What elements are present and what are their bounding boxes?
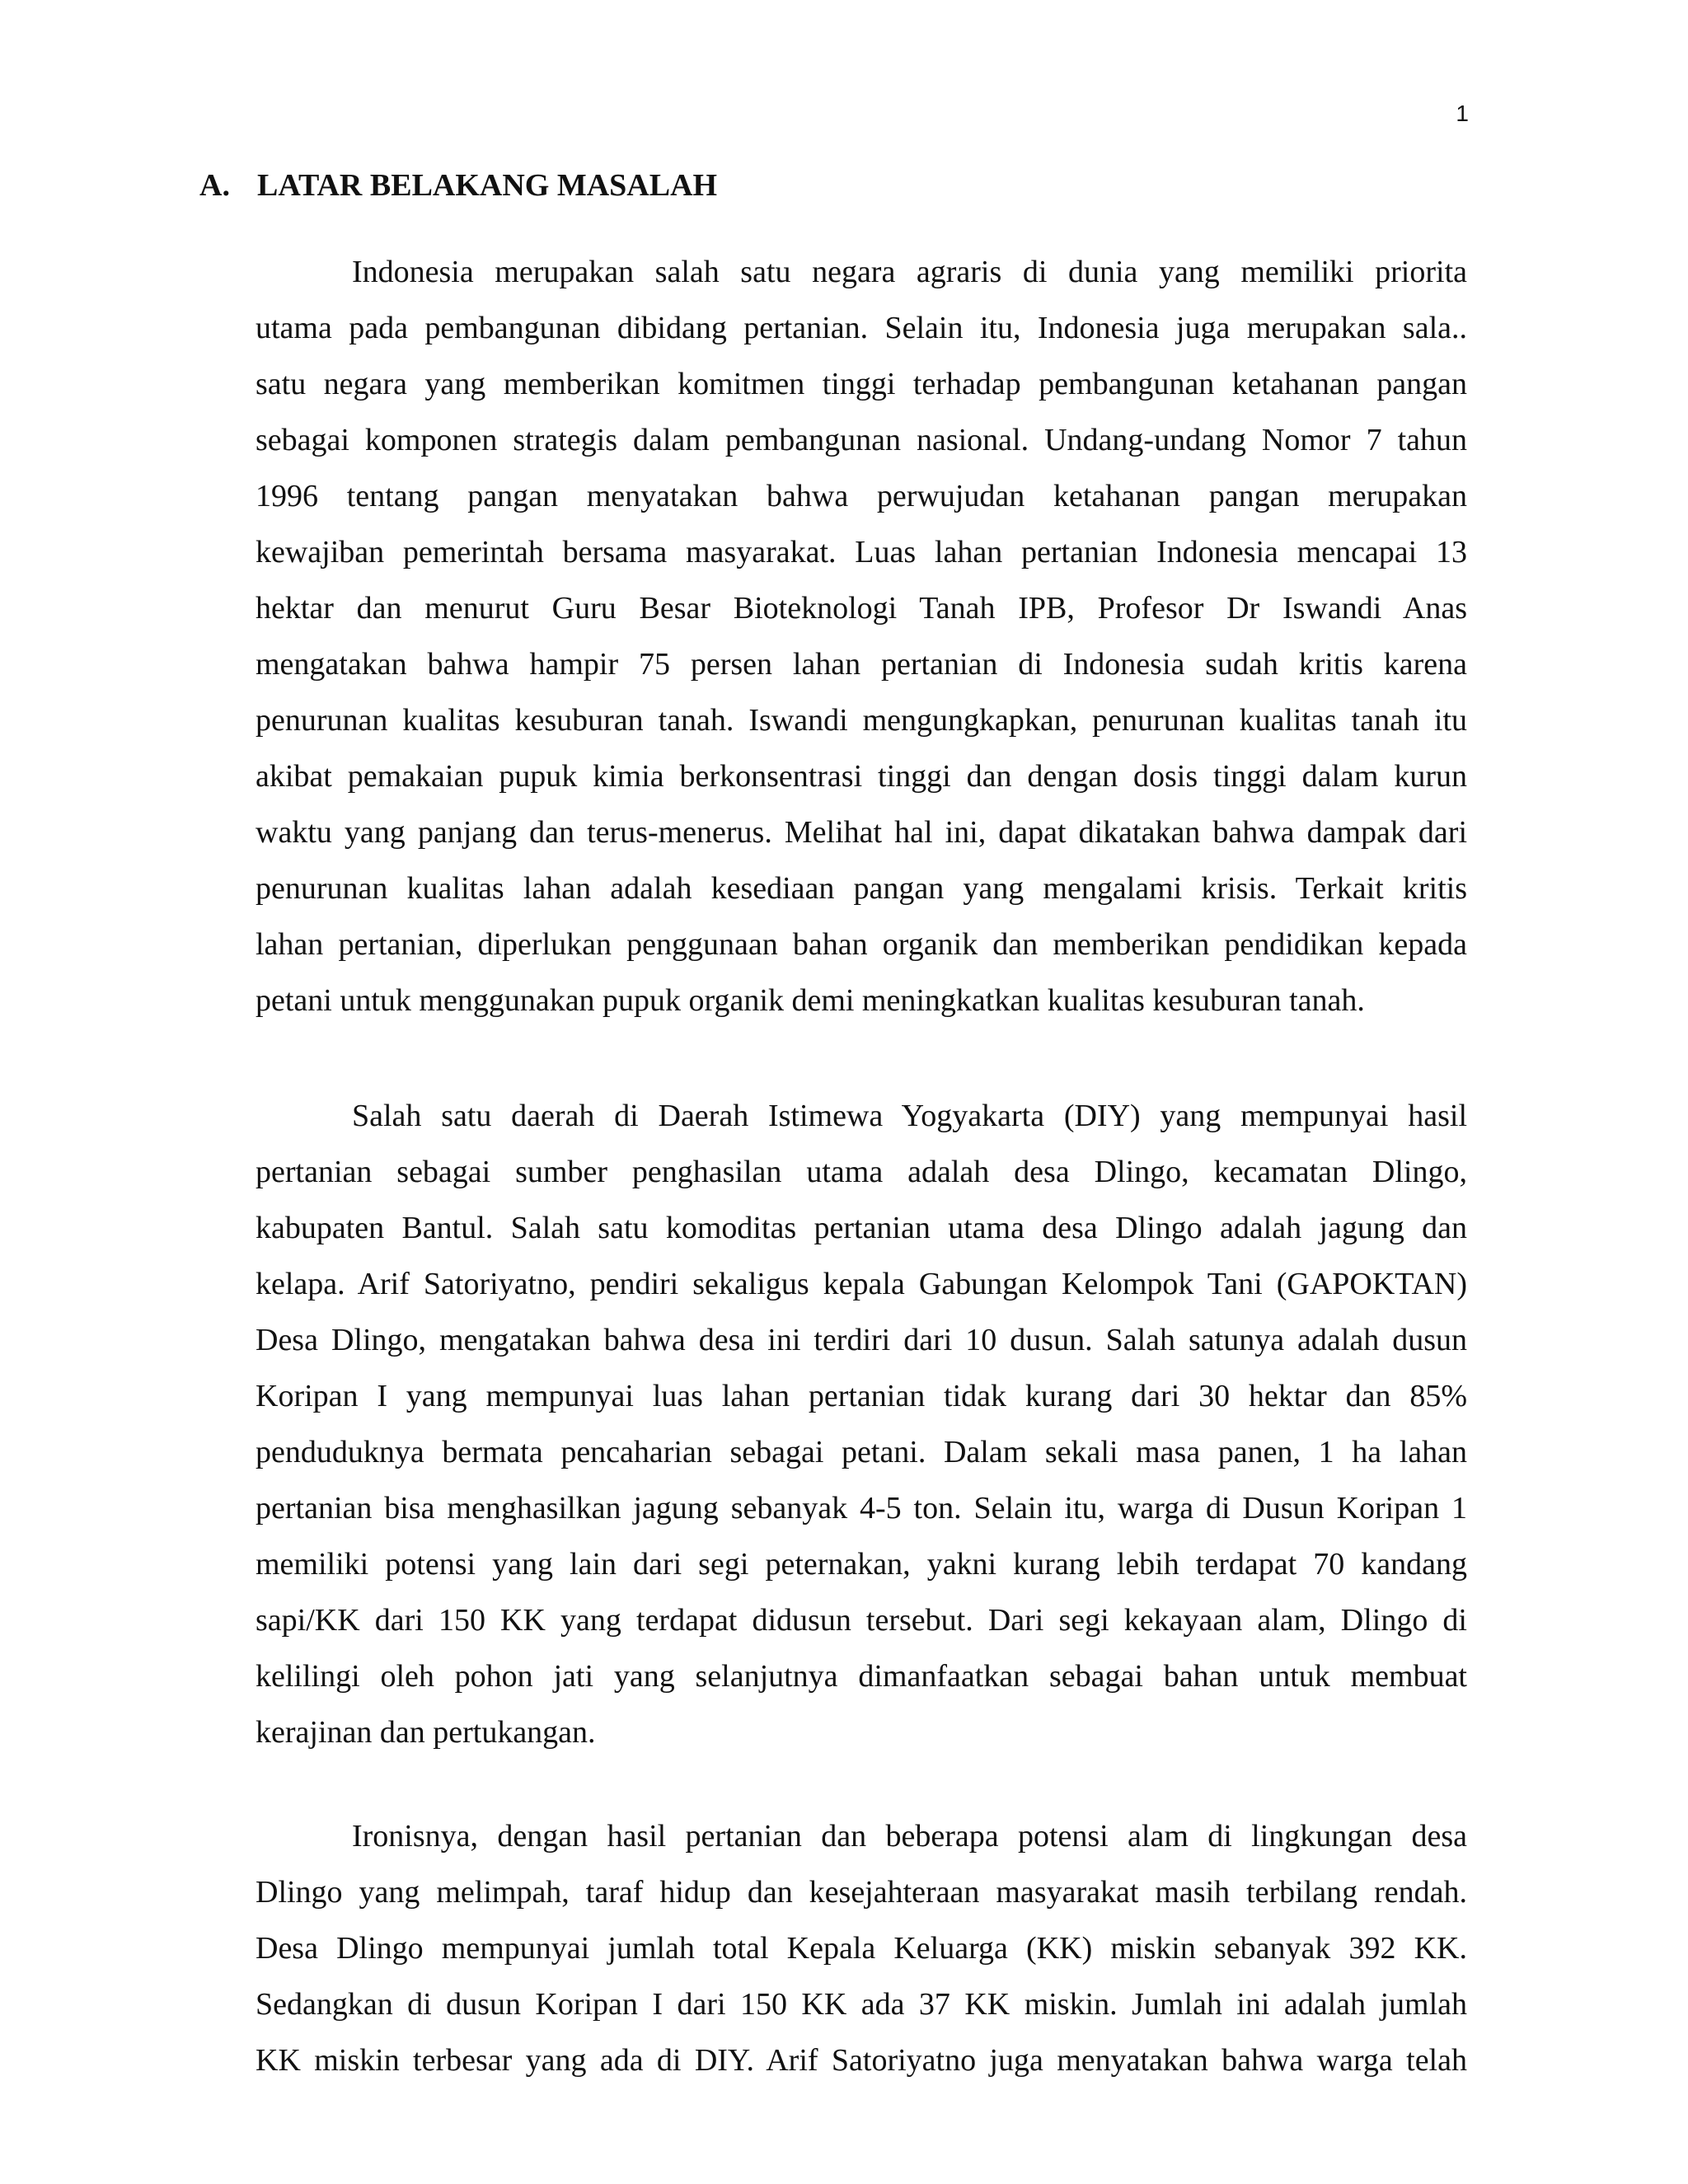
paragraph-line: memiliki potensi yang lain dari segi peternakan, yakni kurang lebih terdapat 70 kandang xyxy=(256,1547,1467,1582)
paragraph-line: lahan pertanian, diperlukan penggunaan bahan organik dan memberikan pendidikan kepada xyxy=(256,927,1467,962)
section-letter: A. xyxy=(199,168,230,203)
paragraph-line: Salah satu daerah di Daerah Istimewa Yogyakarta (DIY) yang mempunyai hasil xyxy=(352,1099,1467,1133)
paragraph-line: hektar dan menurut Guru Besar Bioteknologi Tanah IPB, Profesor Dr Iswandi Anas xyxy=(256,591,1467,626)
paragraph-line: kerajinan dan pertukangan. xyxy=(256,1715,596,1750)
paragraph-line: sebagai komponen strategis dalam pembangunan nasional. Undang-undang Nomor 7 tahun xyxy=(256,423,1467,457)
page-number: 1 xyxy=(1456,101,1469,126)
paragraph-line: Ironisnya, dengan hasil pertanian dan beberapa potensi alam di lingkungan desa xyxy=(352,1819,1467,1854)
paragraph-line: Desa Dlingo, mengatakan bahwa desa ini terdiri dari 10 dusun. Salah satunya adalah dusun xyxy=(256,1323,1467,1357)
paragraph-2 xyxy=(256,1088,1467,1760)
paragraph-line: petani untuk menggunakan pupuk organik demi meningkatkan kualitas kesuburan tanah. xyxy=(256,983,1365,1018)
paragraph-line: sapi/KK dari 150 KK yang terdapat didusun tersebut. Dari segi kekayaan alam, Dlingo di xyxy=(256,1603,1467,1638)
paragraph-line: Koripan I yang mempunyai luas lahan pertanian tidak kurang dari 30 hektar dan 85% xyxy=(256,1379,1467,1413)
paragraph-line: satu negara yang memberikan komitmen tinggi terhadap pembangunan ketahanan pangan xyxy=(256,367,1467,401)
paragraph-line: pertanian bisa menghasilkan jagung sebanyak 4-5 ton. Selain itu, warga di Dusun Koripan 1 xyxy=(256,1491,1467,1526)
section-title: LATAR BELAKANG MASALAH xyxy=(257,168,718,203)
paragraph-line: pertanian sebagai sumber penghasilan utama adalah desa Dlingo, kecamatan Dlingo, xyxy=(256,1155,1467,1189)
paragraph-line: kelapa. Arif Satoriyatno, pendiri sekaligus kepala Gabungan Kelompok Tani (GAPOKTAN) xyxy=(256,1267,1467,1301)
paragraph-3 xyxy=(256,1808,1467,2088)
paragraph-line: Desa Dlingo mempunyai jumlah total Kepala Keluarga (KK) miskin sebanyak 392 KK. xyxy=(256,1931,1467,1966)
paragraph-line: kewajiban pemerintah bersama masyarakat. Luas lahan pertanian Indonesia mencapai 13 xyxy=(256,535,1467,569)
paragraph-line: 1996 tentang pangan menyatakan bahwa perwujudan ketahanan pangan merupakan xyxy=(256,479,1467,513)
paragraph-line: penurunan kualitas kesuburan tanah. Iswandi mengungkapkan, penurunan kualitas tanah itu xyxy=(256,703,1467,738)
paragraph-line: waktu yang panjang dan terus-menerus. Melihat hal ini, dapat dikatakan bahwa dampak dari xyxy=(256,815,1467,850)
section-heading xyxy=(199,170,717,201)
paragraph-line: Sedangkan di dusun Koripan I dari 150 KK ada 37 KK miskin. Jumlah ini adalah jumlah xyxy=(256,1987,1467,2022)
paragraph-line: mengatakan bahwa hampir 75 persen lahan pertanian di Indonesia sudah kritis karena xyxy=(256,647,1467,682)
paragraph-line: Dlingo yang melimpah, taraf hidup dan kesejahteraan masyarakat masih terbilang rendah. xyxy=(256,1875,1467,1910)
paragraph-line: akibat pemakaian pupuk kimia berkonsentrasi tinggi dan dengan dosis tinggi dalam kurun xyxy=(256,759,1467,794)
paragraph-line: kelilingi oleh pohon jati yang selanjutnya dimanfaatkan sebagai bahan untuk membuat xyxy=(256,1659,1467,1694)
paragraph-line: penurunan kualitas lahan adalah kesediaan pangan yang mengalami krisis. Terkait kritis xyxy=(256,871,1467,906)
paragraph-line: kabupaten Bantul. Salah satu komoditas pertanian utama desa Dlingo adalah jagung dan xyxy=(256,1211,1467,1245)
paragraph-line: KK miskin terbesar yang ada di DIY. Arif Satoriyatno juga menyatakan bahwa warga telah xyxy=(256,2043,1467,2078)
paragraph-line: penduduknya bermata pencaharian sebagai petani. Dalam sekali masa panen, 1 ha lahan xyxy=(256,1435,1467,1469)
paragraph-1 xyxy=(256,244,1467,1029)
paragraph-line: utama pada pembangunan dibidang pertanian. Selain itu, Indonesia juga merupakan sala.. xyxy=(256,311,1467,345)
paragraph-line: Indonesia merupakan salah satu negara agraris di dunia yang memiliki priorita xyxy=(352,255,1467,289)
